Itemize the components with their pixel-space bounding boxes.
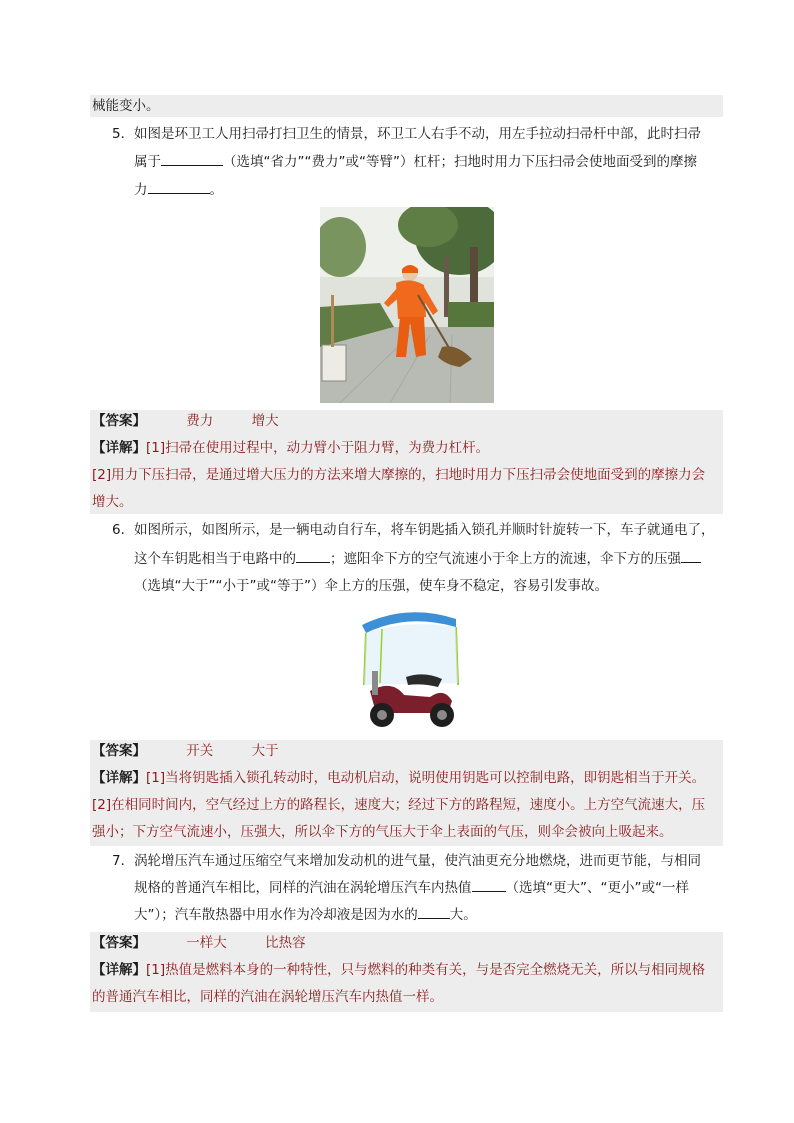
question-5-line-2	[134, 151, 697, 173]
q6-text-b: ；遮阳伞下方的空气流速小于伞上方的流速，伞下方的压强	[330, 551, 681, 567]
answer-blank-2[interactable]	[148, 179, 210, 194]
street-sweeper-photo	[320, 207, 494, 403]
detail-7-row-2: 的普通汽车相比，同样的汽油在涡轮增压汽车内热值一样。	[92, 989, 443, 1005]
detail-5-row-1	[92, 437, 489, 459]
q5-text-c: 力	[134, 182, 148, 198]
answer-blank-3[interactable]	[296, 548, 330, 563]
answer-blank-6[interactable]	[418, 904, 450, 919]
detail-6-tag: 【详解】	[92, 770, 146, 786]
question-7-line-3	[134, 904, 477, 926]
answer-5-row	[92, 410, 279, 432]
scooter-photo	[352, 605, 462, 731]
q7-text-d: 大。	[449, 907, 477, 923]
q6-text-a: 这个车钥匙相当于电路中的	[134, 551, 296, 567]
answer-blank-4[interactable]	[681, 548, 701, 563]
scooter-illustration	[352, 605, 462, 731]
question-6-line-2	[134, 548, 701, 570]
shaded-block-0	[90, 95, 723, 117]
q7-text-a: 规格的普通汽车相比，同样的汽油在涡轮增压汽车内热值	[134, 880, 472, 896]
detail-6-row-2: [2]在相同时间内，空气经过上方的路程长，速度大；经过下方的路程短，速度小。上方空气流速大，压	[92, 797, 706, 813]
detail-7-text-1: [1]热值是燃料本身的一种特性，只与燃料的种类有关，与是否完全燃烧无关，所以与相同规格	[146, 962, 706, 978]
q5-text-a: 属于	[134, 154, 161, 170]
question-6-line-3: （选填“大于”“小于”或“等于”）伞上方的压强，使车身不稳定，容易引发事故。	[134, 578, 608, 594]
detail-5-text-1: [1]扫帚在使用过程中，动力臂小于阻力臂，为费力杠杆。	[146, 440, 490, 456]
answer-7-tag: 【答案】	[92, 935, 146, 951]
answer-blank-5[interactable]	[472, 877, 506, 892]
question-5-line-3	[134, 179, 223, 201]
answer-blank-1[interactable]	[161, 151, 223, 166]
q5-text-d: 。	[209, 182, 223, 198]
answer-7-value-2: 比热容	[265, 935, 306, 951]
detail-7-row-1	[92, 959, 705, 981]
question-5-text: 如图是环卫工人用扫帚打扫卫生的情景，环卫工人右手不动，用左手拉动扫帚杆中部，此时扫帚	[134, 126, 701, 142]
question-7-number: 7．	[112, 853, 135, 869]
q5-text-b: （选填“省力”“费力”或“等臂”）杠杆；扫地时用力下压扫帚会使地面受到的摩擦	[223, 154, 697, 170]
question-5-number: 5．	[112, 126, 135, 142]
detail-5-row-2: [2]用力下压扫帚，是通过增大压力的方法来增大摩擦的，扫地时用力下压扫帚会使地面受到的摩擦力会	[92, 467, 706, 483]
sweeper-illustration	[320, 207, 494, 403]
detail-6-row-3: 强小；下方空气流速小，压强大，所以伞下方的气压大于伞上表面的气压，则伞会被向上吸起来。	[92, 824, 673, 840]
answer-6-row	[92, 740, 279, 762]
question-7-line-2	[134, 877, 689, 899]
detail-6-text-1: [1]当将钥匙插入锁孔转动时，电动机启动，说明使用钥匙可以控制电路，即钥匙相当于开关。	[146, 770, 706, 786]
answer-7-row	[92, 932, 306, 954]
q7-text-c: 大”）；汽车散热器中用水作为冷却液是因为水的	[134, 907, 418, 923]
question-6-text: 如图所示，如图所示，是一辆电动自行车，将车钥匙插入锁孔并顺时针旋转一下，车子就通电了，	[134, 522, 715, 538]
answer-5-tag: 【答案】	[92, 413, 146, 429]
answer-5-value-1: 费力	[186, 413, 214, 429]
question-6-number: 6．	[112, 522, 135, 538]
detail-7-tag: 【详解】	[92, 962, 146, 978]
question-7-text: 涡轮增压汽车通过压缩空气来增加发动机的进气量，使汽油更充分地燃烧，进而更节能，与相同	[134, 853, 701, 869]
continuation-line: 械能变小。	[92, 98, 160, 114]
detail-5-tag: 【详解】	[92, 440, 146, 456]
detail-5-row-3: 增大。	[92, 494, 133, 510]
answer-7-value-1: 一样大	[186, 935, 227, 951]
q7-text-b: （选填“更大”、“更小”或“一样	[505, 880, 689, 896]
answer-6-tag: 【答案】	[92, 743, 146, 759]
answer-5-value-2: 增大	[251, 413, 279, 429]
answer-6-value-1: 开关	[186, 743, 214, 759]
detail-6-row-1	[92, 767, 705, 789]
answer-6-value-2: 大于	[251, 743, 279, 759]
